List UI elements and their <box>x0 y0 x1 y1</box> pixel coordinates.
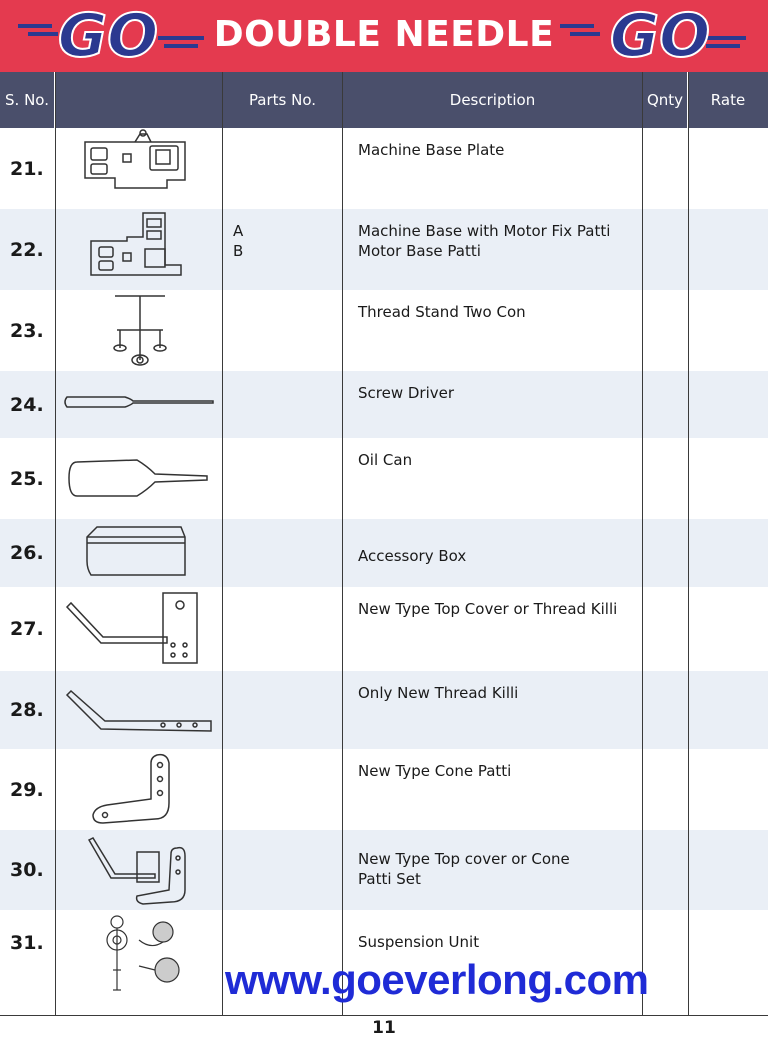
description-line: Machine Base with Motor Fix Patti <box>358 222 611 240</box>
rate-cell <box>688 910 768 1014</box>
table-row <box>0 587 768 671</box>
header-sno: S. No. <box>0 72 55 128</box>
qnty-cell <box>643 209 688 290</box>
screwdriver-icon <box>55 371 223 438</box>
part-number-line: A <box>233 222 244 240</box>
rate-cell <box>688 519 768 587</box>
description <box>343 830 643 910</box>
description <box>343 209 643 290</box>
description <box>343 587 643 671</box>
part-number <box>223 438 343 519</box>
header-partno: Parts No. <box>223 72 343 128</box>
go-logo-icon <box>560 4 750 68</box>
description-line: New Type Cone Patti <box>358 762 512 780</box>
column-divider <box>642 72 643 1015</box>
column-divider <box>222 72 223 1015</box>
rate-cell <box>688 671 768 749</box>
serial-number: 27. <box>10 618 44 640</box>
serial-number: 22. <box>10 238 44 261</box>
go-logo-text: GO <box>609 4 711 68</box>
description-line: Oil Can <box>358 451 413 469</box>
table-row <box>0 128 768 209</box>
rate-cell <box>688 128 768 209</box>
description <box>343 438 643 519</box>
rate-cell <box>688 587 768 671</box>
description-line: Machine Base Plate <box>358 141 505 159</box>
table-row <box>0 290 768 371</box>
serial-number: 24. <box>10 393 44 416</box>
description-line: Screw Driver <box>358 384 455 402</box>
description <box>343 128 643 209</box>
description-line: New Type Top cover or Cone <box>358 850 570 868</box>
qnty-cell <box>643 587 688 671</box>
part-number <box>223 749 343 830</box>
qnty-cell <box>643 671 688 749</box>
description-line: Only New Thread Killi <box>358 684 519 702</box>
serial-number: 30. <box>10 859 44 881</box>
part-number <box>223 209 343 290</box>
description-line: Thread Stand Two Con <box>358 303 526 321</box>
cone-patti-set-icon <box>55 830 223 910</box>
serial-number: 21. <box>10 157 44 180</box>
serial-number: 23. <box>10 319 44 342</box>
serial-number: 25. <box>10 467 44 490</box>
go-logo-text: GO <box>57 4 159 68</box>
serial-number: 26. <box>10 542 44 564</box>
footer-divider <box>0 1015 768 1016</box>
serial-number <box>0 910 55 1014</box>
description <box>343 519 643 587</box>
qnty-cell <box>643 371 688 438</box>
rate-cell <box>688 290 768 371</box>
description <box>343 371 643 438</box>
rate-cell <box>688 371 768 438</box>
header-image <box>55 72 223 128</box>
website-link[interactable]: www.goeverlong.com <box>225 956 649 1003</box>
description <box>343 671 643 749</box>
table-header <box>0 72 768 128</box>
header-banner <box>0 0 768 72</box>
part-number-line: B <box>233 242 244 260</box>
qnty-cell <box>643 749 688 830</box>
header-rate: Rate <box>710 91 746 109</box>
qnty-cell <box>643 128 688 209</box>
part-number <box>223 587 343 671</box>
table-row <box>0 438 768 519</box>
serial-number-text: 31. <box>10 932 44 954</box>
table-row <box>0 830 768 910</box>
accessory-box-icon <box>55 519 223 587</box>
header-description: Description <box>343 72 643 128</box>
rate-cell <box>688 749 768 830</box>
table-row <box>0 671 768 749</box>
rate-cell <box>688 438 768 519</box>
description <box>343 290 643 371</box>
description <box>343 749 643 830</box>
table-row <box>0 519 768 587</box>
qnty-cell <box>643 830 688 910</box>
oil-can-icon <box>55 438 223 519</box>
thread-stand-icon <box>55 290 223 371</box>
base-plate-icon <box>55 128 223 209</box>
table-row <box>0 749 768 830</box>
qnty-cell <box>643 910 688 1014</box>
serial-number: 28. <box>10 699 44 721</box>
description-line: Accessory Box <box>358 547 467 565</box>
part-number <box>223 519 343 587</box>
column-divider <box>342 72 343 1015</box>
serial-number: 29. <box>10 778 44 801</box>
page-title: DOUBLE NEEDLE <box>213 14 555 55</box>
cone-patti-icon <box>55 749 223 830</box>
description-line: Patti Set <box>358 870 421 888</box>
part-number <box>223 128 343 209</box>
table-row <box>0 371 768 438</box>
table-row <box>0 209 768 290</box>
part-number <box>223 671 343 749</box>
suspension-unit-icon <box>55 910 223 1014</box>
description-line: Suspension Unit <box>358 933 480 951</box>
qnty-cell <box>643 438 688 519</box>
motor-base-icon <box>55 209 223 290</box>
description-line: New Type Top Cover or Thread Killi <box>358 600 618 618</box>
qnty-cell <box>643 519 688 587</box>
rate-cell <box>688 209 768 290</box>
header-qnty: Qnty <box>643 72 688 128</box>
part-number <box>223 290 343 371</box>
qnty-cell <box>643 290 688 371</box>
rate-cell <box>688 830 768 910</box>
top-cover-icon <box>55 587 223 671</box>
part-number <box>223 830 343 910</box>
parts-table <box>0 128 768 1014</box>
column-divider <box>688 72 689 1015</box>
page-number: 11 <box>372 1018 396 1038</box>
description-line: Motor Base Patti <box>358 242 481 260</box>
part-number <box>223 371 343 438</box>
column-divider <box>55 72 56 1015</box>
thread-killi-icon <box>55 671 223 749</box>
